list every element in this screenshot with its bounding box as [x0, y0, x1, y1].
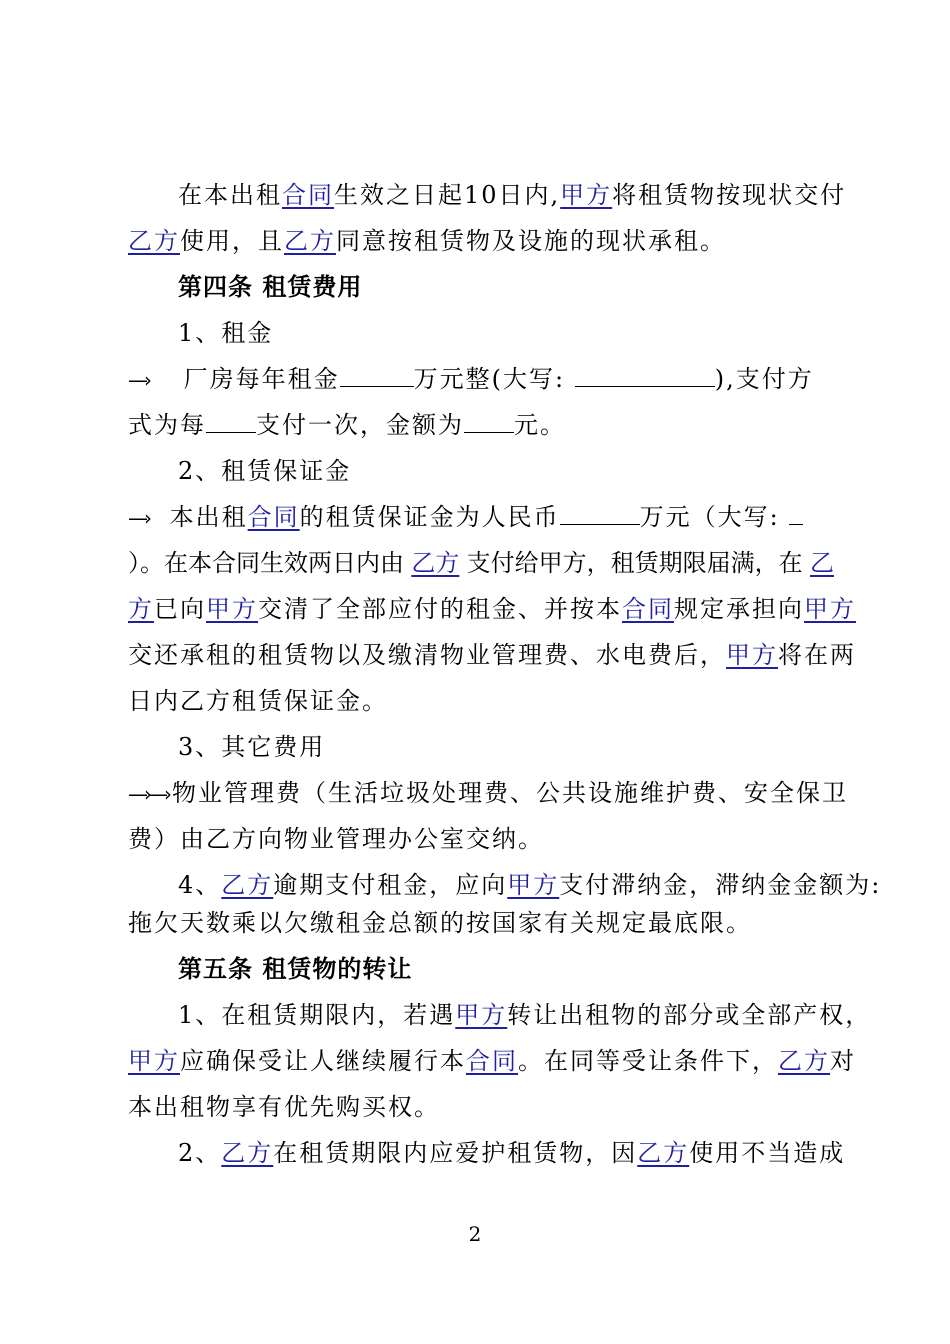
text: ）。在本合同生效两日内由: [128, 549, 404, 577]
text: 万元整(大写:: [413, 365, 566, 393]
text: 万元（大写:: [639, 503, 780, 531]
late-fee-line-2: 拖欠天数乘以欠缴租金总额的按国家有关规定最底限。: [128, 909, 752, 937]
deposit-line-1: [128, 502, 834, 533]
link-contract[interactable]: 合同: [466, 1047, 518, 1075]
text: 转让出租物的部分或全部产权，: [507, 1001, 872, 1029]
text: 使用不当造成: [689, 1139, 846, 1167]
blank-field[interactable]: [464, 410, 514, 433]
link-contract[interactable]: 合同: [622, 595, 674, 623]
blank-field[interactable]: [560, 502, 640, 525]
other-fees-line-2: 费）由乙方向物业管理办公室交纳。: [128, 825, 544, 853]
article-5-heading: 第五条 租赁物的转让: [178, 954, 413, 983]
text: 已向: [154, 595, 206, 623]
text: 元。: [514, 411, 566, 439]
link-party-b[interactable]: 乙方: [221, 1139, 274, 1167]
text: 使用，且: [180, 227, 284, 255]
text: 逾期支付租金，应向: [273, 871, 508, 899]
blank-field[interactable]: [206, 410, 256, 433]
text: 支付一次，金额为: [256, 411, 464, 439]
link-party-a[interactable]: 甲方: [507, 871, 560, 899]
text: 2、: [178, 1139, 222, 1167]
other-fees-line-1: [128, 778, 848, 809]
deposit-line-2: [128, 548, 834, 578]
text: 物业管理费（生活垃圾处理费、公共设施维护费、安全保卫: [172, 779, 848, 807]
blank-field[interactable]: [789, 502, 803, 525]
text: 将租赁物按现状交付: [612, 181, 847, 209]
link-party-b[interactable]: 乙方: [284, 227, 336, 255]
text: 对: [830, 1047, 856, 1075]
link-party-a[interactable]: 甲方: [726, 641, 778, 669]
page-number: 2: [468, 1222, 482, 1246]
deposit-line-5: 日内乙方租赁保证金。: [128, 687, 388, 715]
text: 交还承租的租赁物以及缴清物业管理费、水电费后，: [128, 641, 726, 669]
text: 规定承担向: [674, 595, 804, 623]
text: 。在同等受让条件下，: [518, 1047, 778, 1075]
text: 同意按租赁物及设施的现状承租。: [336, 227, 726, 255]
care-line-1: [178, 1138, 846, 1168]
deposit-line-3: [128, 594, 856, 624]
delivery-line-2: [128, 226, 834, 256]
other-fees-heading: 3、其它费用: [178, 733, 326, 761]
rent-heading: 1、租金: [178, 319, 274, 347]
arrow-icon: —›: [128, 368, 148, 392]
text: 本出租: [169, 503, 248, 531]
text: ),支付方: [714, 365, 814, 393]
deposit-line-4: [128, 640, 856, 670]
text: 1、在租赁期限内，若遇: [178, 1001, 456, 1029]
text: 支付滞纳金，滞纳金金额为:: [559, 871, 882, 899]
text: 应确保受让人继续履行本: [180, 1047, 466, 1075]
arrow-icon: —›—›: [128, 782, 168, 806]
text: 厂房每年租金: [183, 365, 340, 393]
blank-field[interactable]: [340, 364, 414, 387]
text: 支付给甲方，租赁期限届满，在: [466, 549, 803, 577]
link-party-b[interactable]: 乙方: [128, 227, 180, 255]
link-contract[interactable]: 合同: [282, 181, 334, 209]
text: 将在两: [778, 641, 856, 669]
text: 4、: [178, 871, 222, 899]
late-fee-line-1: [178, 870, 882, 900]
link-party-a[interactable]: 甲方: [128, 1047, 180, 1075]
text: 在本出租: [178, 181, 282, 209]
link-party-b[interactable]: 乙方: [411, 549, 460, 577]
text: 式为每: [128, 411, 206, 439]
rent-line-1: [128, 364, 834, 395]
transfer-line-2: [128, 1046, 856, 1076]
arrow-icon: —›: [128, 506, 148, 530]
rent-line-2: [128, 410, 834, 440]
link-party-b[interactable]: 乙方: [221, 871, 274, 899]
link-party-a[interactable]: 甲方: [206, 595, 258, 623]
text: 生效之日起10日内,: [334, 181, 561, 209]
transfer-line-3: 本出租物享有优先购买权。: [128, 1093, 440, 1121]
article-4-heading: 第四条 租赁费用: [178, 272, 363, 301]
link-party-a[interactable]: 甲方: [455, 1001, 508, 1029]
delivery-line-1: [178, 180, 847, 210]
blank-field[interactable]: [575, 364, 715, 387]
link-party-a[interactable]: 甲方: [804, 595, 856, 623]
deposit-heading: 2、租赁保证金: [178, 457, 352, 485]
link-party-b[interactable]: 乙方: [637, 1139, 690, 1167]
link-contract[interactable]: 合同: [247, 503, 300, 531]
text: 交清了全部应付的租金、并按本: [258, 595, 622, 623]
link-party-b[interactable]: 乙方: [778, 1047, 830, 1075]
link-party-b[interactable]: 方: [128, 595, 154, 623]
link-party-b[interactable]: 乙: [809, 549, 834, 577]
text: 的租赁保证金为人民币: [299, 503, 560, 531]
text: 在租赁期限内应爱护租赁物，因: [273, 1139, 638, 1167]
transfer-line-1: [178, 1000, 872, 1030]
link-party-a[interactable]: 甲方: [560, 181, 613, 209]
